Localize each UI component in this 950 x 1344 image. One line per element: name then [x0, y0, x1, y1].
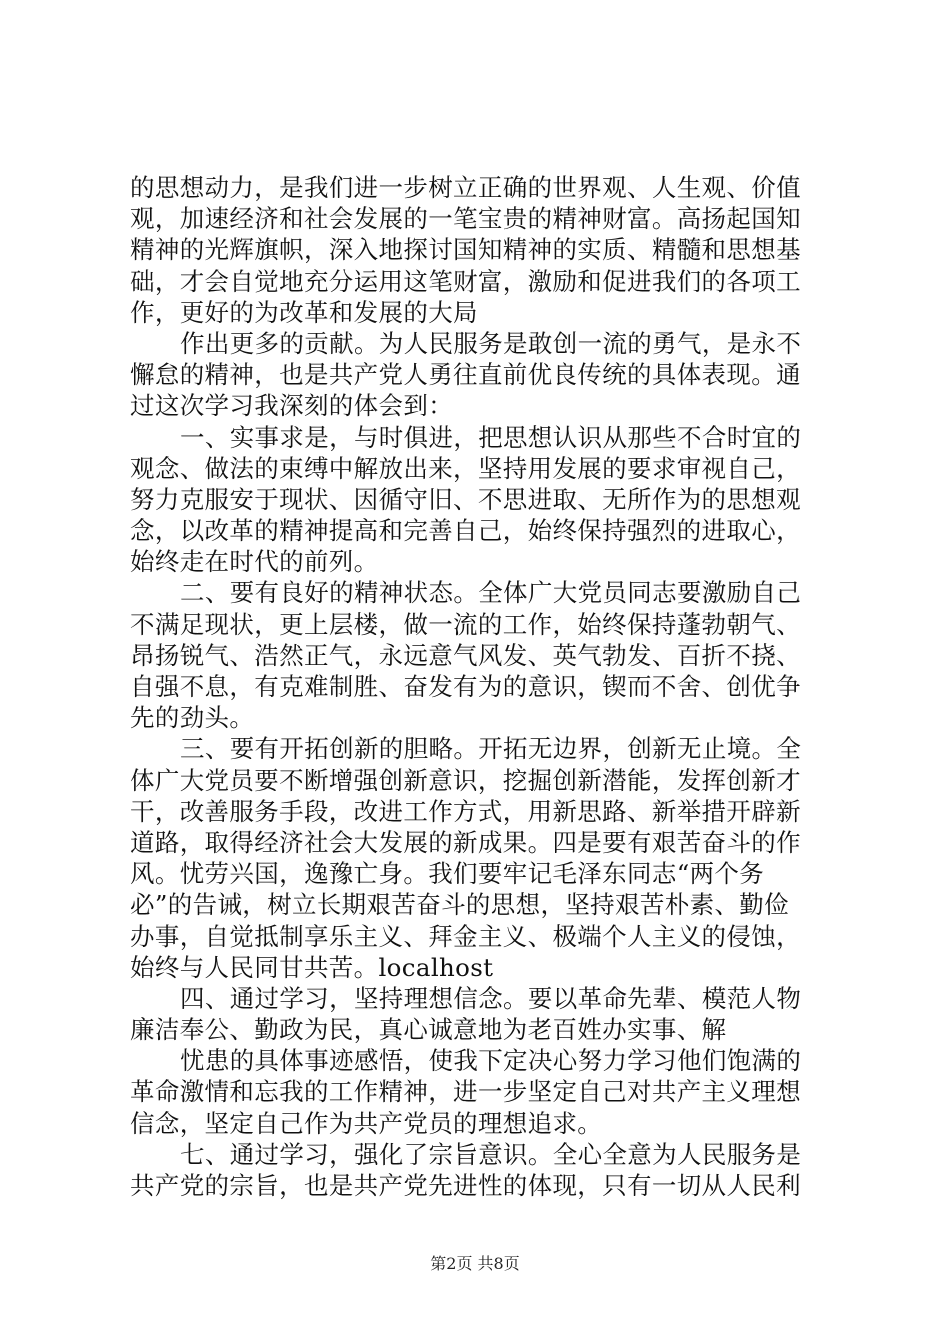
text-line: 三、要有开拓创新的胆略。开拓无边界，创新无止境。全: [180, 734, 802, 764]
text-line: 懈怠的精神，也是共产党人勇往直前优良传统的具体表现。通: [130, 360, 801, 390]
text-line: 七、通过学习，强化了宗旨意识。全心全意为人民服务是: [180, 1139, 802, 1169]
text-line: 信念，坚定自己作为共产党员的理想追求。: [130, 1108, 603, 1138]
paragraph: [130, 983, 835, 1045]
paragraph: [130, 1139, 835, 1201]
paragraph: [130, 422, 835, 578]
text-line: 二、要有良好的精神状态。全体广大党员同志要激励自己: [180, 578, 802, 608]
text-line: 始终与人民同甘共苦。localhost: [130, 952, 494, 982]
text-line: 自强不息，有克难制胜、奋发有为的意识，锲而不舍、创优争: [130, 672, 801, 701]
text-line: 先的劲头。: [130, 703, 255, 733]
text-line: 观念、做法的束缚中解放出来，坚持用发展的要求审视自己，: [130, 453, 801, 483]
text-line: 忧患的具体事迹感悟，使我下定决心努力学习他们饱满的: [180, 1046, 802, 1076]
text-line: 作出更多的贡献。为人民服务是敢创一流的勇气，是永不: [180, 328, 802, 358]
text-line: 四、通过学习，坚持理想信念。要以革命先辈、模范人物: [180, 983, 802, 1013]
paragraph: [130, 328, 835, 422]
text-line: 道路，取得经济社会大发展的新成果。四是要有艰苦奋斗的作: [130, 827, 801, 857]
text-line: 努力克服安于现状、因循守旧、不思进取、无所作为的思想观: [130, 484, 801, 514]
paragraph: [130, 172, 835, 328]
paragraph: [130, 733, 835, 983]
text-line: 办事，自觉抵制享乐主义、拜金主义、极端个人主义的侵蚀，: [130, 921, 801, 951]
text-line: 观，加速经济和社会发展的一笔宝贵的精神财富。高扬起国知: [130, 204, 801, 234]
text-line: 风。忧劳兴国，逸豫亡身。我们要牢记毛泽东同志“两个务: [130, 859, 765, 889]
paragraph: [130, 577, 835, 733]
text-line: 不满足现状，更上层楼，做一流的工作，始终保持蓬勃朝气、: [130, 609, 801, 639]
text-line: 体广大党员要不断增强创新意识，挖掘创新潜能，发挥创新才: [130, 765, 801, 795]
text-line: 革命激情和忘我的工作精神，进一步坚定自己对共产主义理想: [130, 1077, 801, 1107]
text-line: 必”的告诫，树立长期艰苦奋斗的思想，坚持艰苦朴素、勤俭: [130, 890, 789, 920]
text-line: 作，更好的为改革和发展的大局: [130, 297, 478, 327]
text-line: 始终走在时代的前列。: [130, 547, 379, 577]
page-footer: 第2页 共8页: [430, 1254, 520, 1273]
text-line: 础，才会自觉地充分运用这笔财富，激励和促进我们的各项工: [130, 266, 801, 296]
text-line: 昂扬锐气、浩然正气，永远意气风发、英气勃发、百折不挠、: [130, 640, 801, 670]
text-line: 念，以改革的精神提高和完善自己，始终保持强烈的进取心，: [130, 516, 801, 546]
text-line: 一、实事求是，与时俱进，把思想认识从那些不合时宜的: [180, 422, 802, 452]
text-line: 廉洁奉公、勤政为民，真心诚意地为老百姓办实事、解: [130, 1015, 727, 1045]
text-line: 过这次学习我深刻的体会到：: [130, 391, 454, 421]
text-line: 的思想动力，是我们进一步树立正确的世界观、人生观、价值: [130, 173, 801, 202]
paragraph: [130, 1045, 835, 1139]
text-line: 精神的光辉旗帜，深入地探讨国知精神的实质、精髓和思想基: [130, 235, 801, 265]
text-line: 共产党的宗旨，也是共产党先进性的体现，只有一切从人民利: [130, 1171, 801, 1200]
text-line: 干，改善服务手段，改进工作方式，用新思路、新举措开辟新: [130, 796, 801, 826]
document-body: [130, 172, 835, 1201]
